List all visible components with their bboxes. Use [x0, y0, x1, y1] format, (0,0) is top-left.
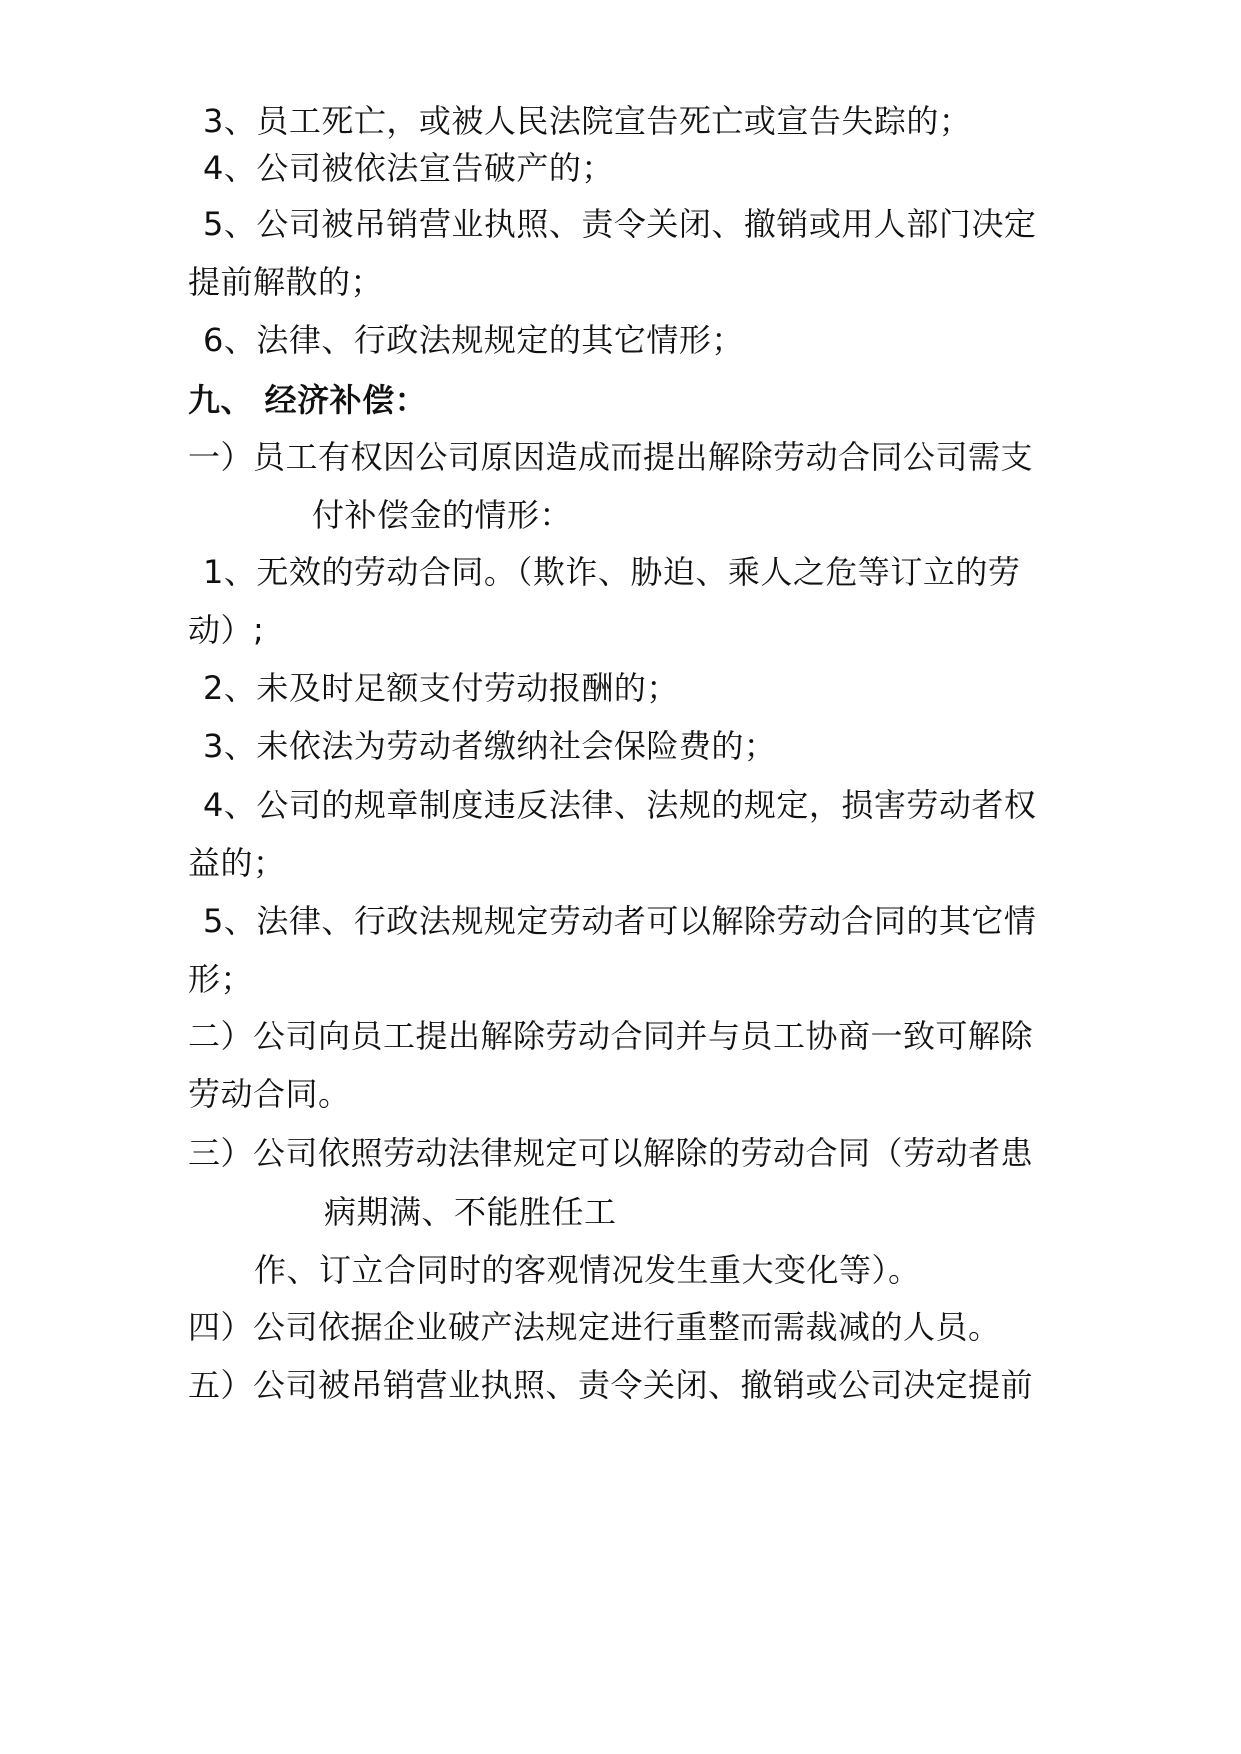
clause-line: 五）公司被吊销营业执照、责令关闭、撤销或公司决定提前: [188, 1366, 1034, 1404]
clause-line: 3、未依法为劳动者缴纳社会保险费的；: [203, 727, 777, 765]
clause-line: 形；: [188, 960, 254, 998]
clause-line: 劳动合同。: [188, 1075, 351, 1113]
clause-line: 提前解散的；: [188, 263, 384, 301]
clause-line: 付补偿金的情形：: [312, 496, 573, 534]
clause-line: 5、法律、行政法规规定劳动者可以解除劳动合同的其它情: [203, 902, 1037, 940]
clause-line: 三）公司依照劳动法律规定可以解除的劳动合同（劳动者患: [188, 1134, 1034, 1172]
clause-line: 5、公司被吊销营业执照、责令关闭、撤销或用人部门决定: [203, 205, 1037, 243]
clause-line: 一）员工有权因公司原因造成而提出解除劳动合同公司需支: [188, 438, 1034, 476]
section-heading: 九、 经济补偿：: [188, 381, 428, 419]
clause-line: 4、公司的规章制度违反法律、法规的规定，损害劳动者权: [203, 786, 1037, 824]
clause-line: 动）;: [188, 611, 265, 649]
clause-line: 益的；: [188, 844, 286, 882]
clause-line: 作、订立合同时的客观情况发生重大变化等）。: [254, 1251, 921, 1289]
clause-line: 病期满、不能胜任工: [324, 1193, 617, 1231]
clause-line: 3、员工死亡，或被人民法院宣告死亡或宣告失踪的；: [203, 102, 972, 140]
clause-line: 6、法律、行政法规规定的其它情形；: [203, 321, 744, 359]
clause-line: 四）公司依据企业破产法规定进行重整而需裁减的人员。: [188, 1308, 1001, 1346]
clause-line: 4、公司被依法宣告破产的；: [203, 149, 614, 187]
clause-line: 二）公司向员工提出解除劳动合同并与员工协商一致可解除: [188, 1017, 1034, 1055]
clause-line: 2、未及时足额支付劳动报酬的；: [203, 669, 679, 707]
clause-line: 1、无效的劳动合同。（欺诈、胁迫、乘人之危等订立的劳: [203, 553, 1021, 591]
